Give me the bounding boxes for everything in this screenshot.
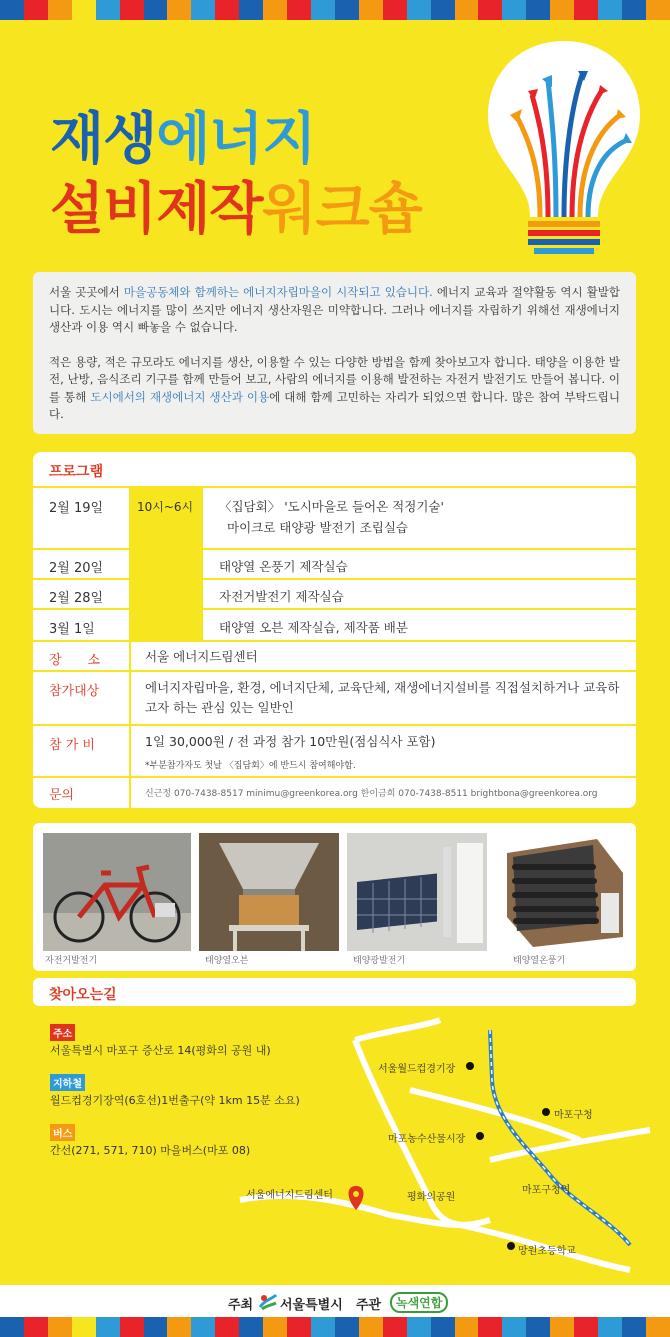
program-date: 2월 19일	[49, 501, 104, 516]
photo-caption: 자전거발전기	[45, 956, 98, 966]
program-desc: 태양열 온풍기 제작실습	[219, 559, 348, 574]
title-line-2	[50, 165, 422, 245]
program-row	[33, 580, 636, 610]
subway-value: 월드컵경기장역(6호선)1번출구(약 1km 15분 소요)	[50, 1094, 300, 1107]
title-energy: 에너지	[156, 107, 316, 172]
map-label-stadium: 서울월드컵경기장	[378, 1064, 456, 1075]
place-row	[33, 642, 636, 672]
photo-caption: 태양열오븐	[205, 956, 249, 966]
directions-header: 찾아오는길	[33, 978, 636, 1006]
contact-row	[33, 778, 636, 808]
bus-tag: 버스	[50, 1124, 75, 1141]
target-value: 에너지자립마을, 환경, 에너지단체, 교육단체, 재생에너지설비를 직접설치하거나 교육하고자 하는 관심 있는 일반인	[145, 680, 620, 715]
top-color-stripe	[0, 0, 670, 20]
title-renewable: 재생	[50, 107, 157, 172]
target-label: 참가대상	[49, 684, 100, 699]
program-desc: 태양열 오븐 제작실습, 제작품 배분	[219, 620, 408, 635]
target-row	[33, 672, 636, 726]
organizer-name: 녹색연합	[390, 1292, 448, 1313]
host-label: 주최	[228, 1298, 254, 1313]
bus-value: 간선(271, 571, 710) 마을버스(마포 08)	[50, 1144, 251, 1157]
title-line-1	[50, 95, 316, 175]
map-label-school: 망원초등학교	[518, 1246, 576, 1257]
map-label-market: 마포농수산물시장	[388, 1134, 466, 1145]
fee-note: *부분참가자도 첫날 〈집담회〉에 반드시 참여해야함.	[145, 761, 356, 771]
fee-label: 참 가 비	[49, 738, 95, 753]
footer	[0, 1285, 670, 1317]
program-date: 2월 28일	[49, 591, 104, 606]
route-map	[230, 1010, 670, 1285]
program-section	[33, 452, 636, 808]
contact-label: 문의	[49, 788, 75, 803]
program-desc: 자전거발전기 제작실습	[219, 589, 344, 604]
lightbulb-icon	[482, 35, 647, 260]
program-desc-2: 마이크로 태양광 발전기 조립실습	[227, 520, 408, 535]
intro-paragraph-1: 서울 곳곳에서 마을공동체와 함께하는 에너지자립마을이 시작되고 있습니다. 에너지 교육과 절약활동 역시 활발합니다. 도시는 에너지를 많이 쓰지만 에너지 생산자원은 미약합니다. 그러나 에너지를 자립하기 위해선 재생에너지 생산과 이용 역시 빠놓을 수 없습니다.	[49, 285, 620, 334]
photo-strip	[33, 823, 636, 971]
place-label: 장 소	[49, 653, 101, 668]
bicycle-generator-photo	[43, 833, 191, 951]
title-workshop: 워크숍	[262, 177, 422, 242]
contact-value: 신근정 070-7438-8517 minimu@greenkorea.org 한이금희 070-7438-8511 brightbona@greenkorea.org	[145, 789, 598, 799]
map-label-district-office: 마포구청	[554, 1110, 593, 1121]
program-date: 3월 1일	[49, 622, 95, 637]
host-name: 서울특별시	[280, 1298, 343, 1313]
fee-row	[33, 726, 636, 778]
photo-caption: 태양열온풍기	[513, 956, 566, 966]
organizer-label: 주관	[356, 1298, 382, 1313]
program-desc: 〈집담회〉 '도시마을로 들어온 적정기술'	[219, 499, 444, 514]
address-tag: 주소	[50, 1024, 75, 1041]
map-area	[0, 1010, 670, 1285]
intro-text-box	[33, 272, 636, 434]
program-row	[33, 610, 636, 642]
solar-heater-photo	[497, 833, 627, 951]
subway-tag: 지하철	[50, 1074, 85, 1091]
title-facility: 설비제작	[50, 177, 263, 242]
bottom-color-stripe	[0, 1317, 670, 1337]
program-row	[33, 488, 636, 550]
solar-oven-photo	[199, 833, 339, 951]
program-header: 프로그램	[33, 452, 636, 488]
seoul-logo-icon	[258, 1293, 278, 1311]
photo-caption: 태양광발전기	[353, 956, 406, 966]
program-row	[33, 550, 636, 580]
map-label-peace-park: 평화의공원	[407, 1192, 456, 1203]
program-time: 10시~6시	[131, 488, 203, 640]
place-value: 서울 에너지드림센터	[145, 649, 258, 664]
program-date: 2월 20일	[49, 561, 104, 576]
map-label-station: 마포구청역	[522, 1185, 571, 1196]
solar-panel-photo	[347, 833, 487, 951]
intro-paragraph-2: 적은 용량, 적은 규모라도 에너지를 생산, 이용할 수 있는 다양한 방법을 함께 찾아보고자 합니다. 태양을 이용한 발전, 난방, 음식조리 기구를 함께 만들어 보고, 사람의 에너지를 이용해 발전하는 자전거 발전기도 만들어 봅니다. 이를 통해 도시에서의 재생에너지 생산과 이용에 대해 함께 고민하는 자리가 되었으면 합니다. 많은 참여 부탁드립니다.	[49, 354, 620, 421]
fee-value: 1일 30,000원 / 전 과정 참가 10만원(점심식사 포함)	[145, 734, 436, 749]
map-label-energy-center: 서울에너지드림센터	[246, 1190, 333, 1201]
address-value: 서울특별시 마포구 증산로 14(평화의 공원 내)	[50, 1044, 271, 1057]
